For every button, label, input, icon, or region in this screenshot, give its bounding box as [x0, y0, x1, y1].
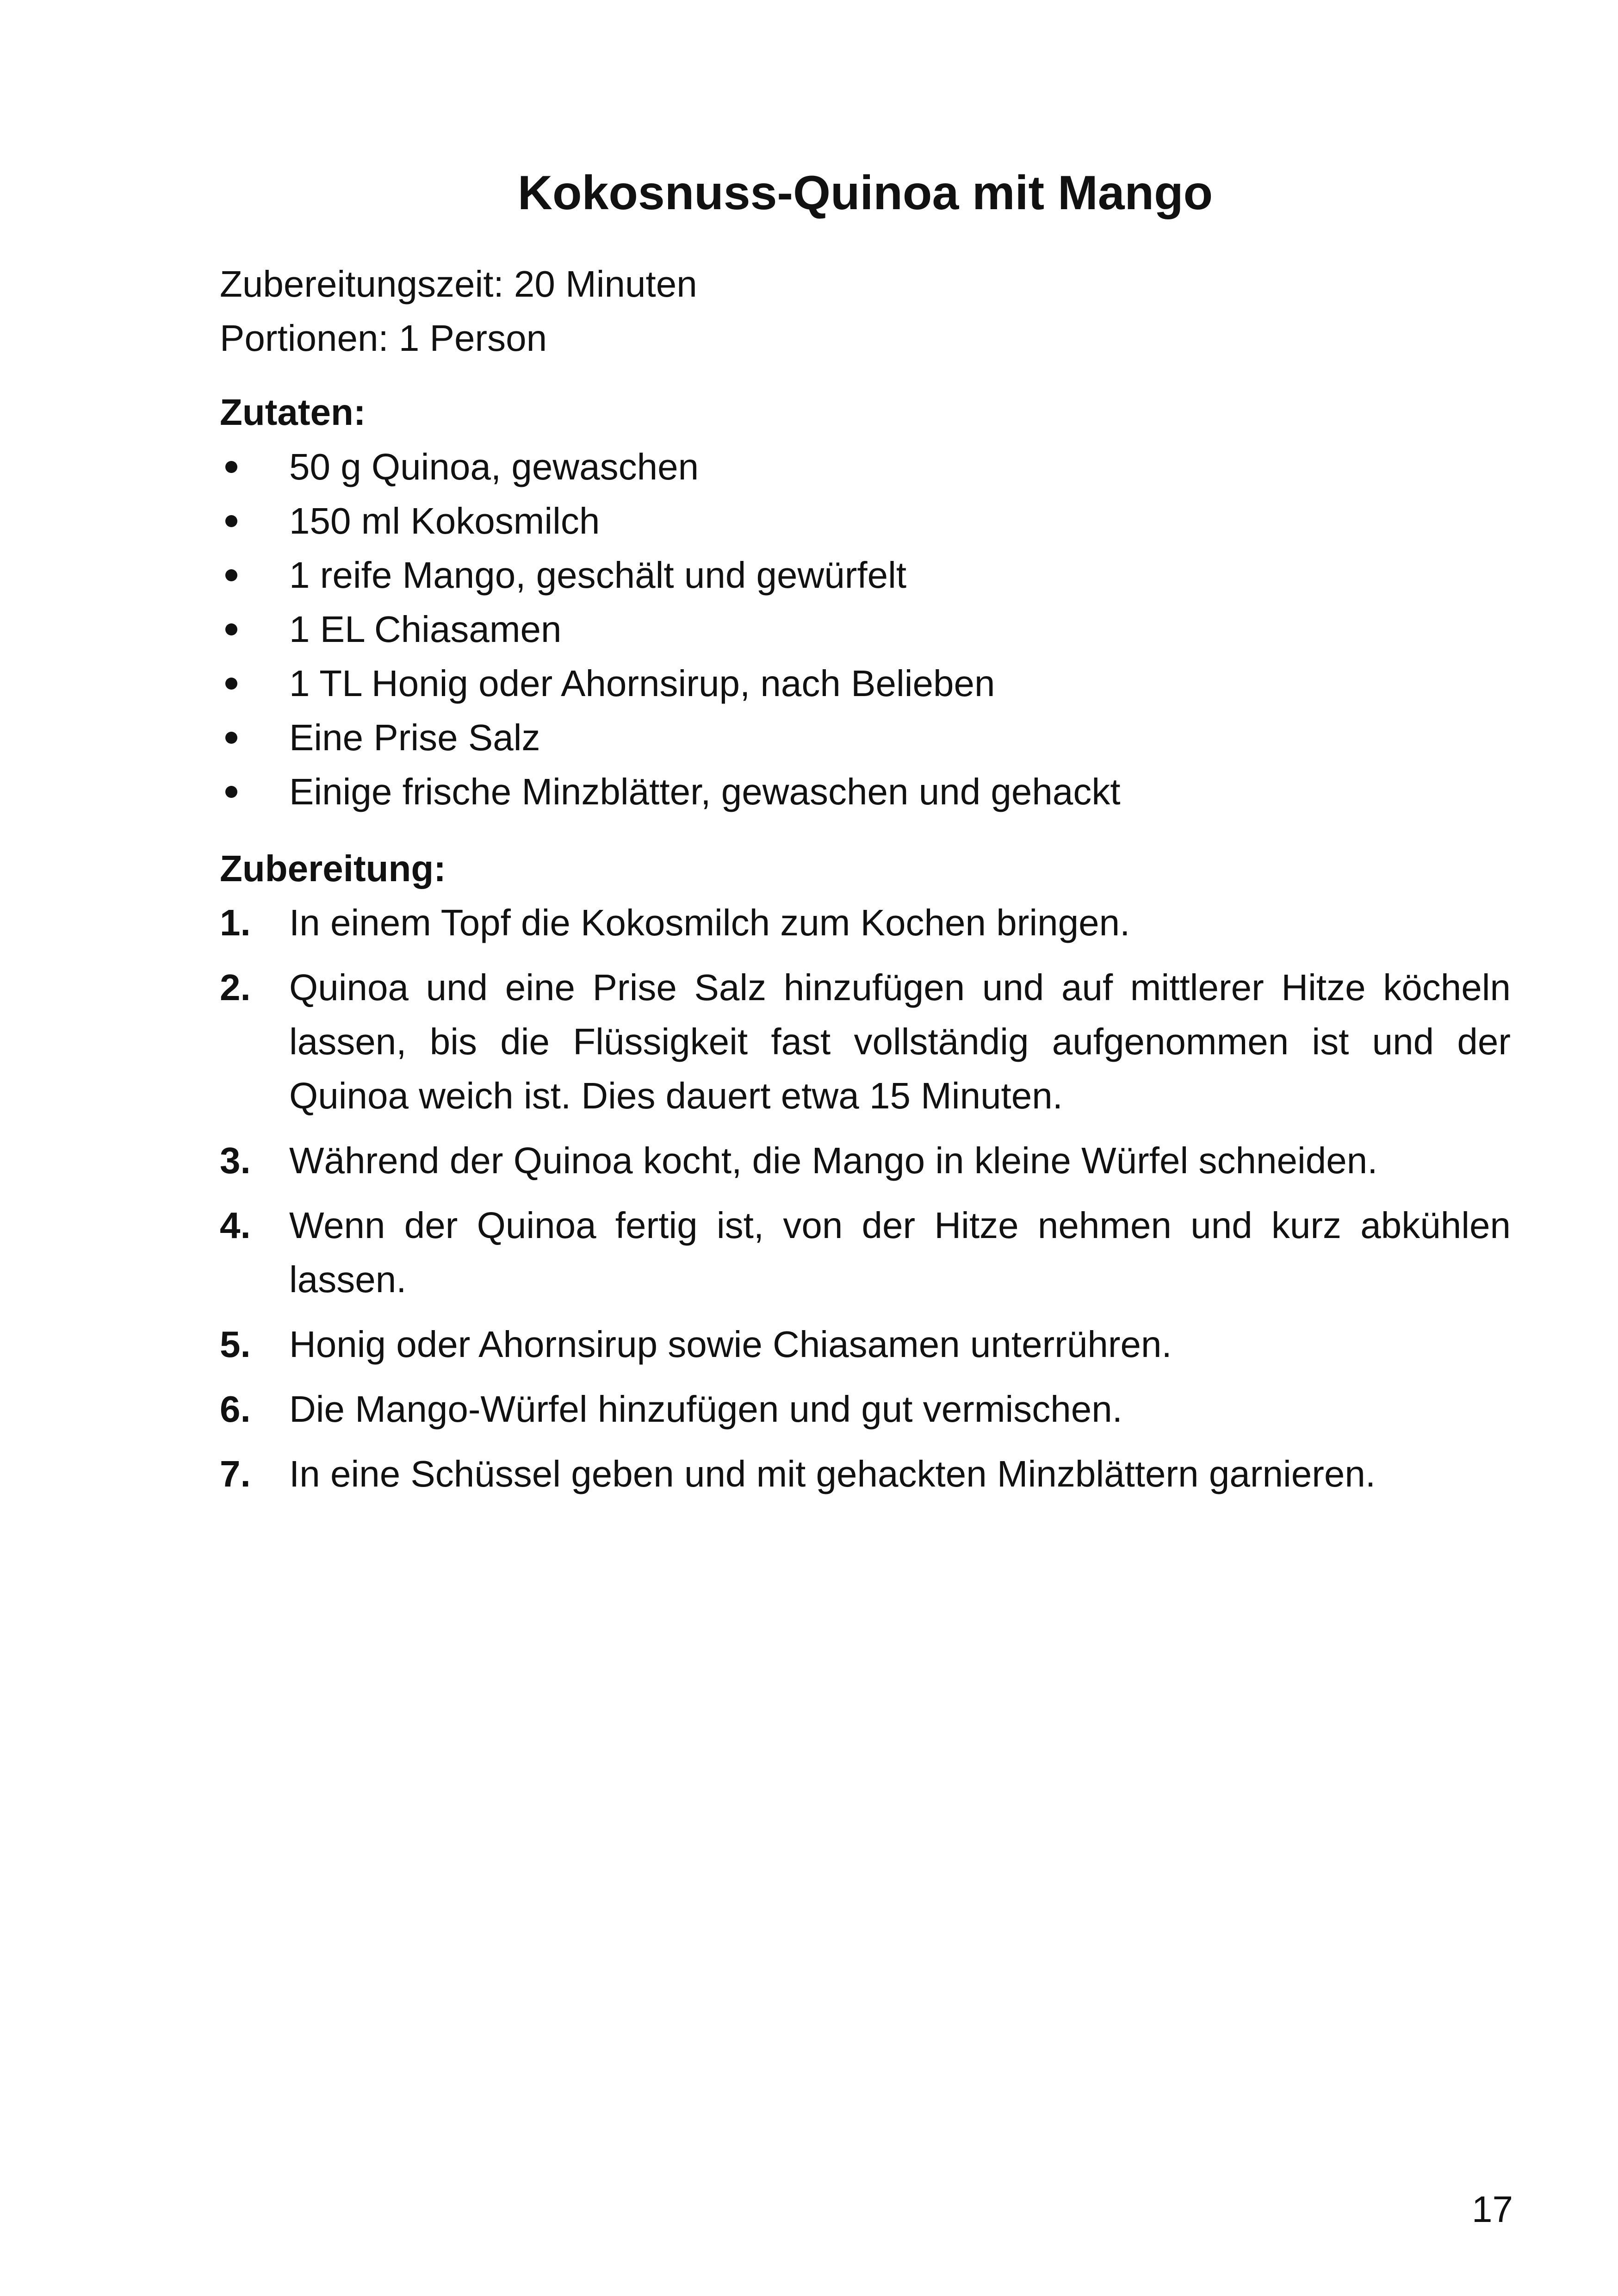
step-item [220, 1447, 1511, 1501]
ingredient-item [220, 656, 1121, 710]
step-text: Die Mango-Würfel hinzufügen und gut vermischen. [289, 1388, 1122, 1430]
step-text: In eine Schüssel geben und mit gehackten Minzblättern garnieren. [289, 1453, 1376, 1494]
ingredient-item [220, 440, 1121, 494]
ingredient-text: 1 reife Mango, geschält und gewürfelt [289, 554, 907, 596]
bullet-icon [225, 678, 237, 690]
ingredient-item [220, 602, 1121, 656]
ingredient-item [220, 765, 1121, 819]
recipe-meta [220, 257, 697, 365]
step-number: 3. [220, 1140, 251, 1181]
step-text: Honig oder Ahornsirup sowie Chiasamen unterrühren. [289, 1324, 1172, 1365]
ingredient-item [220, 548, 1121, 602]
bullet-icon [225, 786, 237, 798]
bullet-icon [225, 515, 237, 527]
servings: Portionen: 1 Person [220, 317, 547, 359]
recipe-title: Kokosnuss-Quinoa mit Mango [517, 166, 1213, 220]
steps-heading: Zubereitung: [220, 848, 446, 889]
step-number: 6. [220, 1388, 251, 1430]
step-text: In einem Topf die Kokosmilch zum Kochen bringen. [289, 902, 1130, 943]
bullet-icon [225, 461, 237, 473]
step-number: 1. [220, 902, 251, 943]
bullet-icon [225, 569, 237, 581]
ingredient-item [220, 710, 1121, 765]
step-number: 4. [220, 1205, 251, 1246]
step-item [220, 1382, 1511, 1436]
step-number: 7. [220, 1453, 251, 1494]
ingredient-item [220, 494, 1121, 548]
ingredient-text: 1 EL Chiasamen [289, 609, 562, 650]
step-text: Während der Quinoa kocht, die Mango in kleine Würfel schneiden. [289, 1140, 1378, 1181]
ingredient-text: 50 g Quinoa, gewaschen [289, 446, 699, 487]
step-item [220, 1317, 1511, 1371]
step-text: Quinoa und eine Prise Salz hinzufügen und auf mittlerer Hitze köcheln lassen, bis die Flüssigkeit fast vollständig aufgenommen ist und der Quinoa weich ist. Dies dauert etwa 15 Minuten. [289, 967, 1511, 1116]
ingredient-text: 150 ml Kokosmilch [289, 500, 600, 541]
step-text: Wenn der Quinoa fertig ist, von der Hitze nehmen und kurz abkühlen lassen. [289, 1205, 1511, 1300]
bullet-icon [225, 732, 237, 744]
step-item [220, 960, 1511, 1123]
steps-list [220, 896, 1511, 1512]
step-item [220, 1133, 1511, 1188]
ingredient-text: 1 TL Honig oder Ahornsirup, nach Belieben [289, 663, 995, 704]
ingredients-heading: Zutaten: [220, 392, 366, 433]
step-item [220, 1198, 1511, 1307]
prep-time: Zubereitungszeit: 20 Minuten [220, 263, 697, 305]
step-number: 2. [220, 967, 251, 1008]
ingredient-text: Einige frische Minzblätter, gewaschen und gehackt [289, 771, 1121, 812]
step-item [220, 896, 1511, 950]
bullet-icon [225, 623, 237, 635]
page-number: 17 [1472, 2189, 1513, 2230]
ingredient-text: Eine Prise Salz [289, 717, 540, 758]
ingredients-list [220, 440, 1121, 819]
step-number: 5. [220, 1324, 251, 1365]
